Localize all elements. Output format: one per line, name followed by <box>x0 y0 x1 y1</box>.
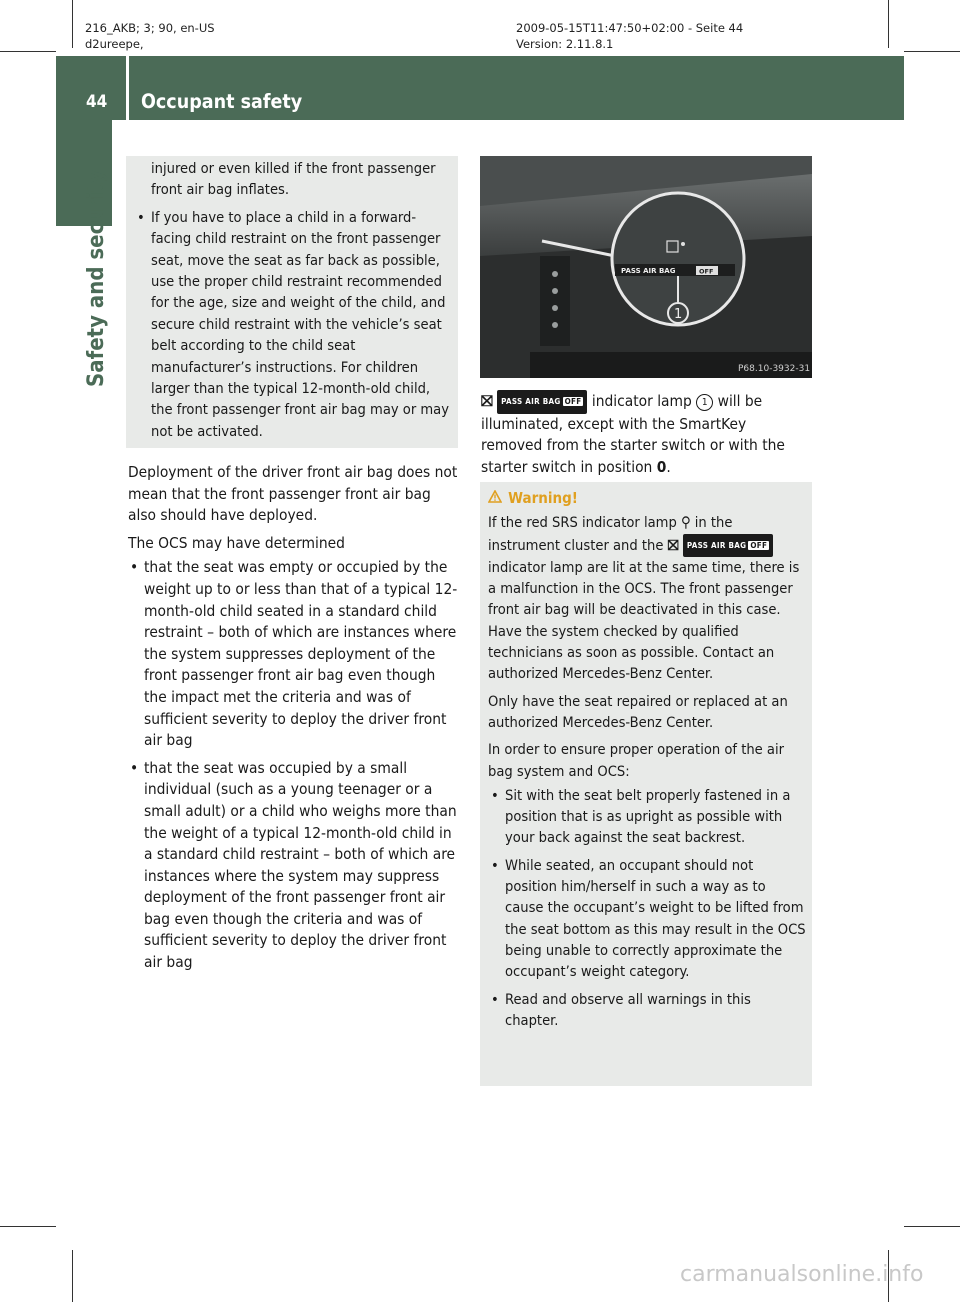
crop-mark <box>0 51 56 52</box>
pass-airbag-off-badge: PASS AIR BAG OFF <box>683 534 773 557</box>
header-divider <box>126 56 129 120</box>
list-item: • Sit with the seat belt properly fastened in a position that is as upright as possible with your back against the seat backrest. <box>491 786 791 847</box>
left-box-text <box>137 158 453 442</box>
left-box-intro: injured or even killed if the front passenger front air bag inflates. <box>151 160 436 199</box>
body-paragraph: The OCS may have determined <box>128 533 345 552</box>
meta-doc-info: 216_AKB; 3; 90, en-US d2ureepe, <box>85 21 215 51</box>
dashboard-illustration <box>480 156 812 378</box>
srs-indicator-icon: ⚲ <box>680 514 691 532</box>
display-label: PASS AIR BAG <box>621 267 676 275</box>
passenger-airbag-off-icon: ⛝ <box>667 536 679 554</box>
warning-text: Warning! If the red SRS indicator lamp ⚲ in the instrument cluster and the ⛝ PASS AIR BAG OFF indicator lamp are lit at the same time, there is a malfunction in the OCS. The front passenger front air bag will be deactivated in this case. Have the system checked by qualified technicians as soon as possible. Contact an authorized Mercedes-Benz Center. Only have the seat repaired or replaced at an authorized Mercedes-Benz Center. In order to ensure proper operation of the air bag system and OCS: • Sit with the seat belt properly fastened in a position that is as upright as possible with your back against the seat backrest. • While seated, an occupant should not position him/herself in such a way as to cause the occupant’s weight to be lifted from the seat bottom as this may result in the OCS being unable to correctly approximate the occupant’s weight category. • Read and observe all warnings in this chapter. <box>488 488 806 1031</box>
page-number: 44 <box>86 92 108 112</box>
side-tab-label: Safety and security <box>84 169 109 387</box>
crop-mark <box>888 0 889 48</box>
list-item: • that the seat was occupied by a small individual (such as a young teenager or a small adult) or a child who weighs more than the weight of a typical 12-month-old child in a standard child restraint – both of which are instances where the system may suppress deployment of the front passenger front air bag even though the criteria and was of sufficient severity to deploy the driver front air bag <box>130 758 457 972</box>
figure-caption: ⛝ PASS AIR BAG OFF indicator lamp 1 will be illuminated, except with the SmartKey removed from the starter switch or with the starter switch in position 0. <box>481 392 785 476</box>
crop-mark <box>904 1226 960 1227</box>
list-item: • that the seat was empty or occupied by the weight up to or less than that of a typical 12-month-old child seated in a standard child restraint – both of which are instances where the system suppresses deployment of the front passenger front air bag even though the impact met the criteria and was of sufficient severity to deploy the driver front air bag <box>130 558 458 750</box>
callout-marker: 1 <box>696 394 713 411</box>
crop-mark <box>72 1250 73 1302</box>
watermark: carmanualsonline.info <box>680 1262 924 1287</box>
passenger-airbag-off-icon: ⛝ <box>481 392 493 410</box>
list-item: • If you have to place a child in a forward-facing child restraint on the front passenger seat, move the seat as far back as possible, use the proper child restraint recommended for the age, size and weight of the child, and secure child restraint with the vehicle’s seat belt according to the child seat manufacturer’s instructions. For children larger than the typical 12-month-old child, the front passenger front air bag may or may not be activated. <box>137 208 449 440</box>
warning-title: Warning! <box>508 489 578 507</box>
warning-triangle-icon <box>488 488 504 509</box>
pass-airbag-off-badge: PASS AIR BAG OFF <box>497 390 587 414</box>
figure-code: P68.10-3932-31 <box>738 364 811 374</box>
left-body-text <box>128 462 460 974</box>
warning-paragraph: In order to ensure proper operation of the air bag system and OCS: <box>488 741 784 780</box>
warning-paragraph: Only have the seat repaired or replaced at an authorized Mercedes-Benz Center. <box>488 692 788 731</box>
list-item: • Read and observe all warnings in this chapter. <box>491 990 751 1029</box>
body-paragraph: Deployment of the driver front air bag does not mean that the front passenger front air bag also should have deployed. <box>128 463 458 525</box>
display-off-label: OFF <box>699 267 714 276</box>
section-title: Occupant safety <box>141 90 303 113</box>
meta-version-info: 2009-05-15T11:47:50+02:00 - Seite 44 Version: 2.11.8.1 <box>516 21 744 51</box>
callout-number: 1 <box>674 307 683 322</box>
crop-mark <box>0 1226 56 1227</box>
list-item: • While seated, an occupant should not position him/herself in such a way as to cause the occupant’s weight to be lifted from the seat bottom as this may result in the OCS being unable to correctly approximate the occupant’s weight category. <box>491 856 806 981</box>
crop-mark <box>72 0 73 48</box>
page-header <box>56 56 904 120</box>
crop-mark <box>904 51 960 52</box>
dashboard-photo <box>480 156 812 378</box>
